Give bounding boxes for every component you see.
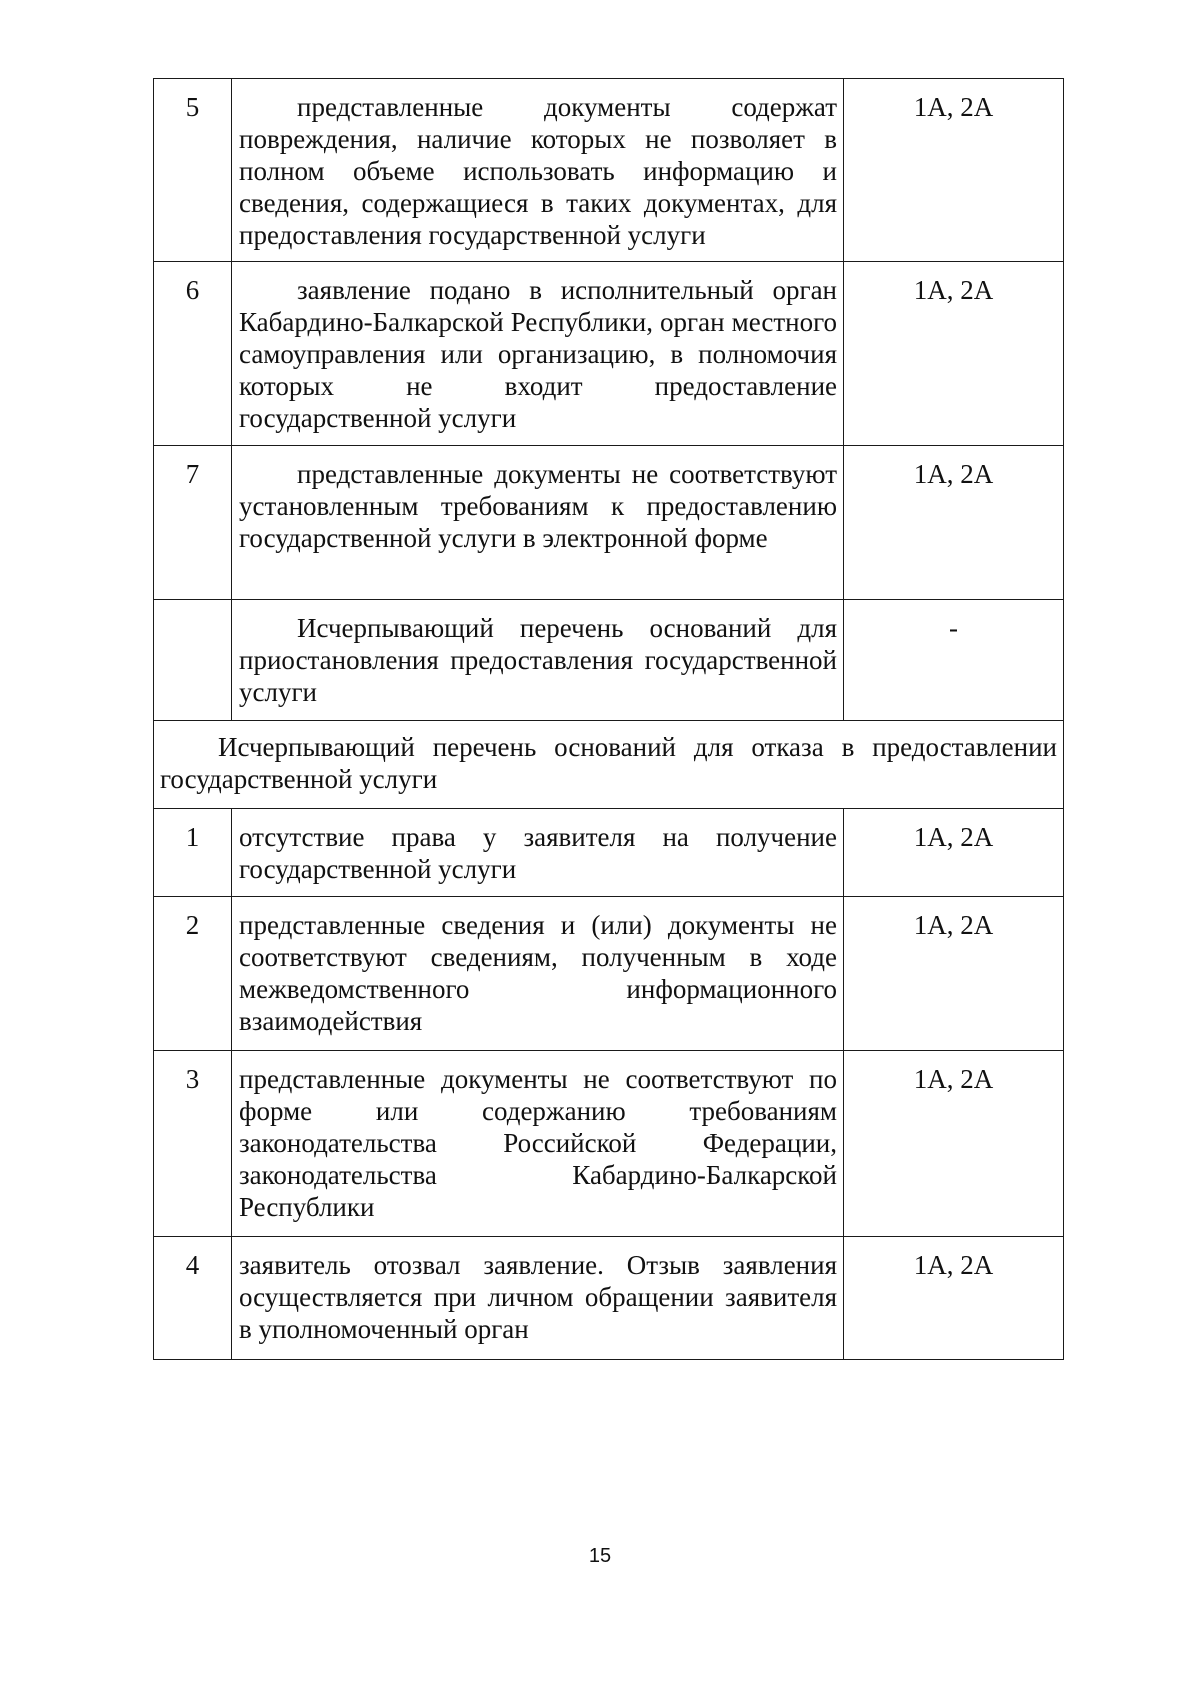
row-code: -	[844, 600, 1064, 721]
row-code: 1А, 2А	[844, 1051, 1064, 1237]
section-heading-cell	[154, 721, 1064, 809]
row-text: заявитель отозвал заявление. Отзыв заявления осуществляется при личном обращении заявителя в уполномоченный орган	[239, 1250, 837, 1344]
page-number: 15	[588, 1545, 612, 1567]
row-text-cell	[232, 1051, 844, 1237]
row-code: 1А, 2А	[844, 1237, 1064, 1360]
row-text-cell	[232, 79, 844, 262]
table-row	[154, 600, 1064, 721]
row-text-cell	[232, 1237, 844, 1360]
row-text: отсутствие права у заявителя на получение государственной услуги	[239, 822, 837, 884]
row-text-cell	[232, 262, 844, 446]
section-heading-row	[154, 721, 1064, 809]
row-text: представленные документы содержат повреждения, наличие которых не позволяет в полном объеме использовать информацию и сведения, содержащиеся в таких документах, для предоставления государственной услуги	[239, 92, 837, 250]
row-text: Исчерпывающий перечень оснований для приостановления предоставления государственной услуги	[239, 613, 837, 707]
row-number: 4	[154, 1237, 232, 1360]
row-text: представленные сведения и (или) документы не соответствуют сведениям, полученным в ходе межведомственного информационного взаимодействия	[239, 910, 837, 1036]
row-number: 2	[154, 897, 232, 1051]
table-row	[154, 1051, 1064, 1237]
table-row	[154, 79, 1064, 262]
row-text: представленные документы не соответствуют установленным требованиям к предоставлению государственной услуги в электронной форме	[239, 459, 837, 553]
row-number: 3	[154, 1051, 232, 1237]
row-number: 5	[154, 79, 232, 262]
row-number: 1	[154, 809, 232, 897]
row-text: заявление подано в исполнительный орган Кабардино-Балкарской Республики, орган местного самоуправления или организацию, в полномочия которых не входит предоставление государственной услуги	[239, 275, 837, 433]
section-heading: Исчерпывающий перечень оснований для отказа в предоставлении государственной услуги	[160, 732, 1057, 794]
row-text-cell	[232, 446, 844, 600]
row-code: 1А, 2А	[844, 262, 1064, 446]
grounds-table	[153, 78, 1064, 1360]
table-row	[154, 897, 1064, 1051]
row-code: 1А, 2А	[844, 446, 1064, 600]
row-number: 7	[154, 446, 232, 600]
row-number	[154, 600, 232, 721]
row-code: 1А, 2А	[844, 809, 1064, 897]
table-row	[154, 262, 1064, 446]
row-text: представленные документы не соответствуют по форме или содержанию требованиям законодательства Российской Федерации, законодательства Кабардино-Балкарской Республики	[239, 1064, 837, 1222]
row-text-cell	[232, 809, 844, 897]
row-number: 6	[154, 262, 232, 446]
table-row	[154, 1237, 1064, 1360]
table-row	[154, 809, 1064, 897]
row-text-cell	[232, 897, 844, 1051]
table-row	[154, 446, 1064, 600]
row-code: 1А, 2А	[844, 897, 1064, 1051]
row-text-cell	[232, 600, 844, 721]
row-code: 1А, 2А	[844, 79, 1064, 262]
